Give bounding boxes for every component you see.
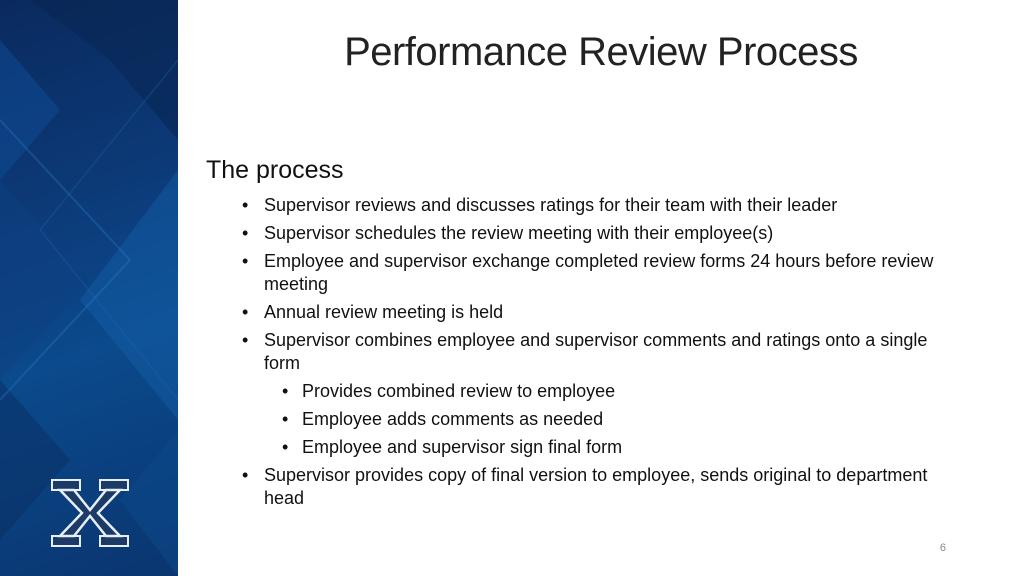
x-logo-icon — [50, 478, 130, 548]
list-item — [206, 194, 946, 217]
list-item-text: Supervisor reviews and discusses ratings for their team with their leader — [264, 195, 838, 215]
list-item-text: Supervisor combines employee and supervisor comments and ratings onto a single form — [264, 330, 928, 373]
bullet-glyph: • — [282, 381, 289, 401]
page-number: 6 — [939, 542, 946, 554]
bullet-glyph: • — [282, 437, 289, 457]
slide-body — [206, 154, 946, 515]
list-item — [206, 329, 946, 459]
side-panel — [0, 0, 178, 576]
list-item-text: Annual review meeting is held — [264, 302, 504, 322]
sub-list-item-text: Employee adds comments as needed — [302, 409, 604, 429]
list-item — [206, 222, 946, 245]
bullet-list — [206, 194, 946, 510]
bullet-glyph: • — [242, 465, 249, 485]
sub-bullet-list — [264, 380, 946, 459]
list-item — [206, 464, 946, 510]
section-heading: The process — [206, 156, 344, 184]
list-item-text: Supervisor schedules the review meeting with their employee(s) — [264, 223, 774, 243]
bullet-glyph: • — [242, 223, 249, 243]
sub-list-item — [264, 408, 946, 431]
list-item — [206, 301, 946, 324]
bullet-glyph: • — [242, 330, 249, 350]
sub-list-item-text: Employee and supervisor sign final form — [302, 437, 623, 457]
list-item-text: Employee and supervisor exchange completed review forms 24 hours before review meeting — [264, 251, 934, 294]
sub-list-item — [264, 380, 946, 403]
bullet-glyph: • — [242, 251, 249, 271]
sub-list-item-text: Provides combined review to employee — [302, 381, 616, 401]
slide-title: Performance Review Process — [344, 30, 858, 74]
list-item-text: Supervisor provides copy of final version to employee, sends original to department head — [264, 465, 928, 508]
sub-list-item — [264, 436, 946, 459]
bullet-glyph: • — [242, 195, 249, 215]
list-item — [206, 250, 946, 296]
bullet-glyph: • — [282, 409, 289, 429]
bullet-glyph: • — [242, 302, 249, 322]
